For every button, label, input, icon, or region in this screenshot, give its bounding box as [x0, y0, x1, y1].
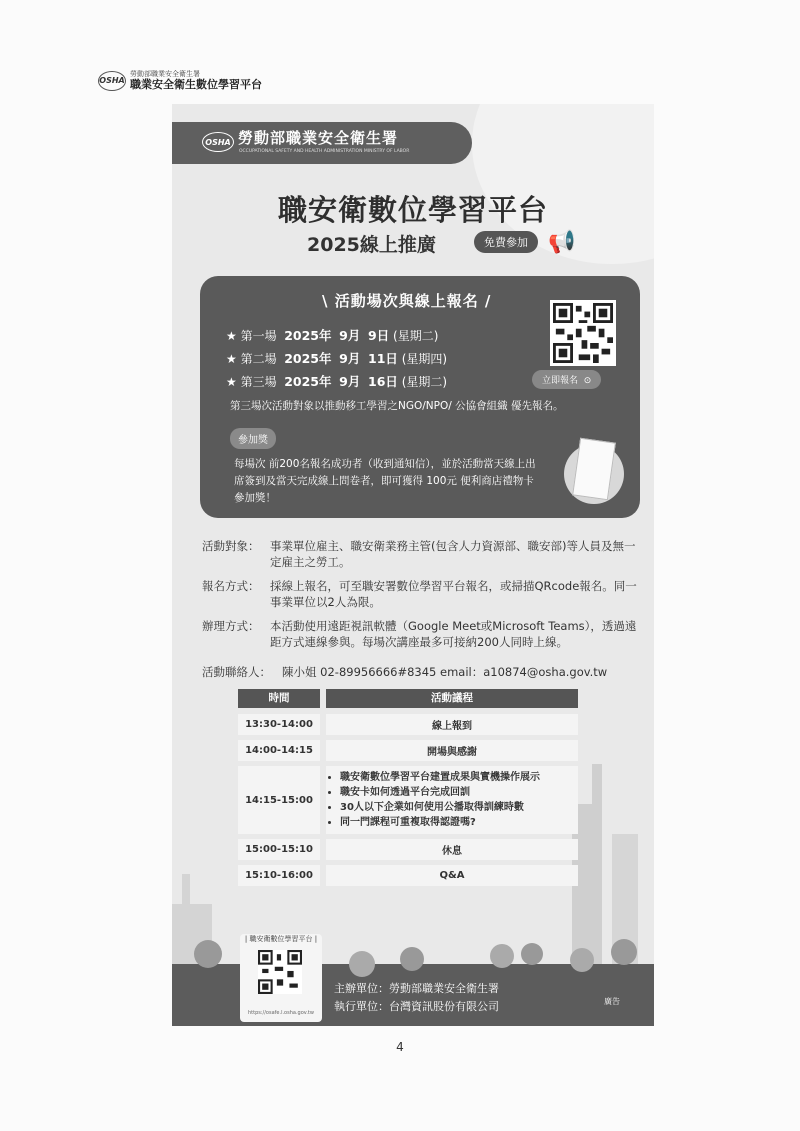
- table-cell-time: 14:15-15:00: [238, 766, 320, 834]
- ad-label: 廣告: [604, 997, 620, 1006]
- table-cell-item: 休息: [326, 839, 578, 860]
- osha-logo: OSHA: [202, 132, 234, 152]
- table-cell-item: 開場與感謝: [326, 740, 578, 761]
- third-session-note: 第三場次活動對象以推動移工學習之NGO/NPO/ 公協會組織 優先報名。: [230, 400, 564, 412]
- header-line1: 勞動部職業安全衛生署: [130, 70, 200, 78]
- session-row: ★ 第二場 2025年 9月 11日 (星期四): [226, 351, 448, 366]
- register-qr-code[interactable]: [550, 300, 616, 366]
- org-banner: [172, 122, 472, 164]
- org-name-en: OCCUPATIONAL SAFETY AND HEALTH ADMINISTRATION MINISTRY OF LABOR: [239, 149, 410, 154]
- list-item: • 同一門課程可重複取得認證嗎?: [340, 815, 578, 830]
- table-header-time: 時間: [238, 689, 320, 708]
- table-cell-item: 線上報到: [326, 714, 578, 735]
- register-button[interactable]: 立即報名 ⊙: [532, 370, 601, 389]
- platform-qr-label: | 職安衛數位學習平台 |: [244, 935, 318, 943]
- table-cell-time: 13:30-14:00: [238, 714, 320, 735]
- session-row: ★ 第一場 2025年 9月 9日 (星期二): [226, 328, 439, 343]
- list-item: • 30人以下企業如何使用公播取得訓練時數: [340, 800, 578, 815]
- session-row: ★ 第三場 2025年 9月 16日 (星期二): [226, 374, 448, 389]
- list-item: • 職安卡如何透過平台完成回訓: [340, 785, 578, 800]
- table-cell-time: 15:10-16:00: [238, 865, 320, 886]
- table-cell-time: 15:00-15:10: [238, 839, 320, 860]
- megaphone-icon: 📢: [548, 230, 576, 255]
- table-cell-time: 14:00-14:15: [238, 740, 320, 761]
- table-header-agenda: 活動議程: [326, 689, 578, 708]
- host-org: 主辦單位：勞動部職業安全衛生署: [334, 982, 499, 995]
- page-number: 4: [396, 1040, 404, 1054]
- executor-org: 執行單位：台灣資訊股份有限公司: [334, 1000, 499, 1013]
- table-cell-item: Q&A: [326, 865, 578, 886]
- prize-badge: 參加獎: [230, 428, 276, 449]
- org-name: 勞動部職業安全衛生署: [238, 129, 399, 147]
- table-cell-item-list: [326, 766, 578, 834]
- document-header: [98, 70, 262, 91]
- schedule-title: \ 活動場次與線上報名 /: [322, 292, 492, 310]
- list-item: • 職安衛數位學習平台建置成果與實機操作展示: [340, 770, 578, 785]
- poster-title: 職安衛數位學習平台: [277, 193, 548, 227]
- header-line2: 職業安全衛生數位學習平台: [130, 78, 262, 91]
- event-poster: OSHA 勞動部職業安全衛生署 OCCUPATIONAL SAFETY AND HEALTH ADMINISTRATION MINISTRY OF LABOR 職安衛數位學習平台 2025線上推廣 免費參加 📢 \ 活動場次與線上報名 / ★ 第一場 2025年 9月 9日 (星期二) ★ 第二場 2025年 9月 11日 (星期四) ★ 第三場 2025年 9月 16日 (星期二) 立即報名 ⊙ 第三場次活動對象以推動移工學習之NGO/NPO/ 公協會組織 優先報名。 參加獎 每場次 前200名報名成功者（收到通知信），並於活動當天線上出席簽到及當天完成線上問卷者，即可獲得 100元 便利商店禮物卡 參加獎！ 活動對象： 事業單位雇主、職安衛業務主管(包含人力資源部、職安部)等人員及無一定雇主之勞工。 報名方式： 採線上報名，可至職安署數位學習平台報名，或掃描QRcode報名。同一事業單位以2人為限。 辦理方式： 本活動使用遠距視訊軟體（Google Meet或Microsoft Teams），透過遠距方式連線參與。每場次講座最多可接納200人同時上線。 活動聯絡人： 陳小姐 02-89956666#8345 email：a10874@osha.gov.tw 時間 活動議程 13:30-14:00 線上報到 14:00-14:15 開場與感謝 14:15-15:00 • 職安衛數位學習平台建置成果與實機操作展示 • 職安卡如何透過平台完成回訓 • 30人以下企業如何使用公播取得訓練時數 • 同一門課程可重複取得認證嗎? 15:00-15:10 休息 15:10-16:00 Q&A | 職安衛數位學習平台 | https://osafe.l.osha.gov.tw 主辦單位：勞動部職業安全衛生署 執行單位：台灣資訊股份有限公司 廣告: [172, 104, 654, 1026]
- platform-qr-code[interactable]: [258, 950, 302, 994]
- poster-subtitle: 2025線上推廣: [307, 234, 436, 256]
- platform-url: https://osafe.l.osha.gov.tw: [248, 1010, 314, 1016]
- prize-description: 每場次 前200名報名成功者（收到通知信），並於活動當天線上出席簽到及當天完成線上問卷者，即可獲得 100元 便利商店禮物卡 參加獎！: [234, 458, 536, 504]
- osha-logo: OSHA: [98, 71, 126, 91]
- free-badge: 免費參加: [474, 231, 538, 253]
